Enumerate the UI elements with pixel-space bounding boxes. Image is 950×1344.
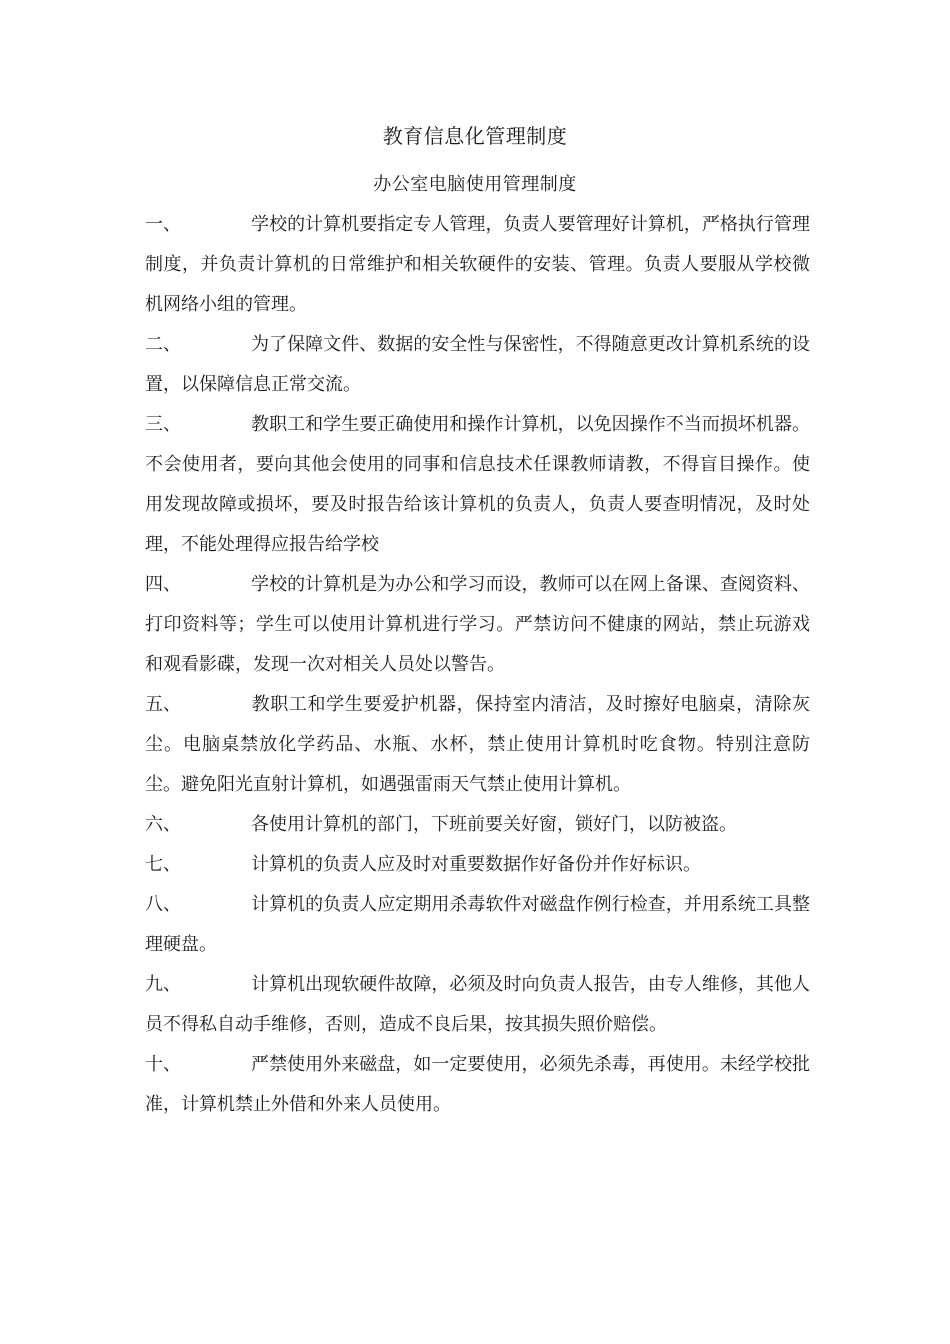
rule-text: 学校的计算机要指定专人管理，负责人要管理好计算机，严格执行管理制度，并负责计算机的日常维护和相关软硬件的安装、管理。负责人要服从学校微机网络小组的管理。 [145, 214, 810, 315]
rule-number: 四、 [145, 574, 181, 595]
rule-number: 八、 [145, 894, 181, 915]
rule-text: 计算机出现软硬件故障，必须及时向负责人报告，由专人维修，其他人员不得私自动手维修，否则，造成不良后果，按其损失照价赔偿。 [145, 974, 810, 1035]
rule-item-3 [145, 405, 810, 565]
rule-text: 为了保障文件、数据的安全性与保密性，不得随意更改计算机系统的设置，以保障信息正常交流。 [145, 334, 810, 395]
rule-number: 九、 [145, 974, 181, 995]
rule-text: 计算机的负责人应及时对重要数据作好备份并作好标识。 [251, 854, 701, 875]
document-title: 教育信息化管理制度 [382, 124, 568, 148]
rule-item-4 [145, 565, 810, 685]
rule-item-8 [145, 885, 810, 965]
rule-number: 二、 [145, 334, 181, 355]
rule-number: 十、 [145, 1054, 181, 1075]
rule-item-1 [145, 205, 810, 325]
rule-item-6 [145, 805, 810, 845]
rule-item-5 [145, 685, 810, 805]
rule-item-7 [145, 845, 810, 885]
rule-number: 三、 [145, 414, 181, 435]
rule-item-9 [145, 965, 810, 1045]
rules-list [145, 205, 810, 1125]
rule-item-10 [145, 1045, 810, 1125]
rule-number: 六、 [145, 814, 181, 835]
rule-text: 学校的计算机是为办公和学习而设，教师可以在网上备课、查阅资料、打印资料等；学生可以使用计算机进行学习。严禁访问不健康的网站，禁止玩游戏和观看影碟，发现一次对相关人员处以警告。 [145, 574, 810, 675]
rule-number: 七、 [145, 854, 181, 875]
rule-text: 各使用计算机的部门，下班前要关好窗，锁好门，以防被盗。 [251, 814, 737, 835]
rule-text: 严禁使用外来磁盘，如一定要使用，必须先杀毒，再使用。未经学校批准，计算机禁止外借和外来人员使用。 [145, 1054, 810, 1115]
rule-text: 教职工和学生要正确使用和操作计算机，以免因操作不当而损坏机器。不会使用者，要向其他会使用的同事和信息技术任课教师请教，不得盲目操作。使用发现故障或损坏，要及时报告给该计算机的负责人，负责人要查明情况，及时处理，不能处理得应报告给学校 [145, 414, 810, 555]
rule-text: 计算机的负责人应定期用杀毒软件对磁盘作例行检查，并用系统工具整理硬盘。 [145, 894, 810, 955]
document-subtitle: 办公室电脑使用管理制度 [373, 174, 577, 195]
rule-text: 教职工和学生要爱护机器，保持室内清洁，及时擦好电脑桌，清除灰尘。电脑桌禁放化学药品、水瓶、水杯，禁止使用计算机时吃食物。特别注意防尘。避免阳光直射计算机，如遇强雷雨天气禁止使用计算机。 [145, 694, 810, 795]
rule-number: 五、 [145, 694, 181, 715]
rule-item-2 [145, 325, 810, 405]
rule-number: 一、 [145, 214, 181, 235]
